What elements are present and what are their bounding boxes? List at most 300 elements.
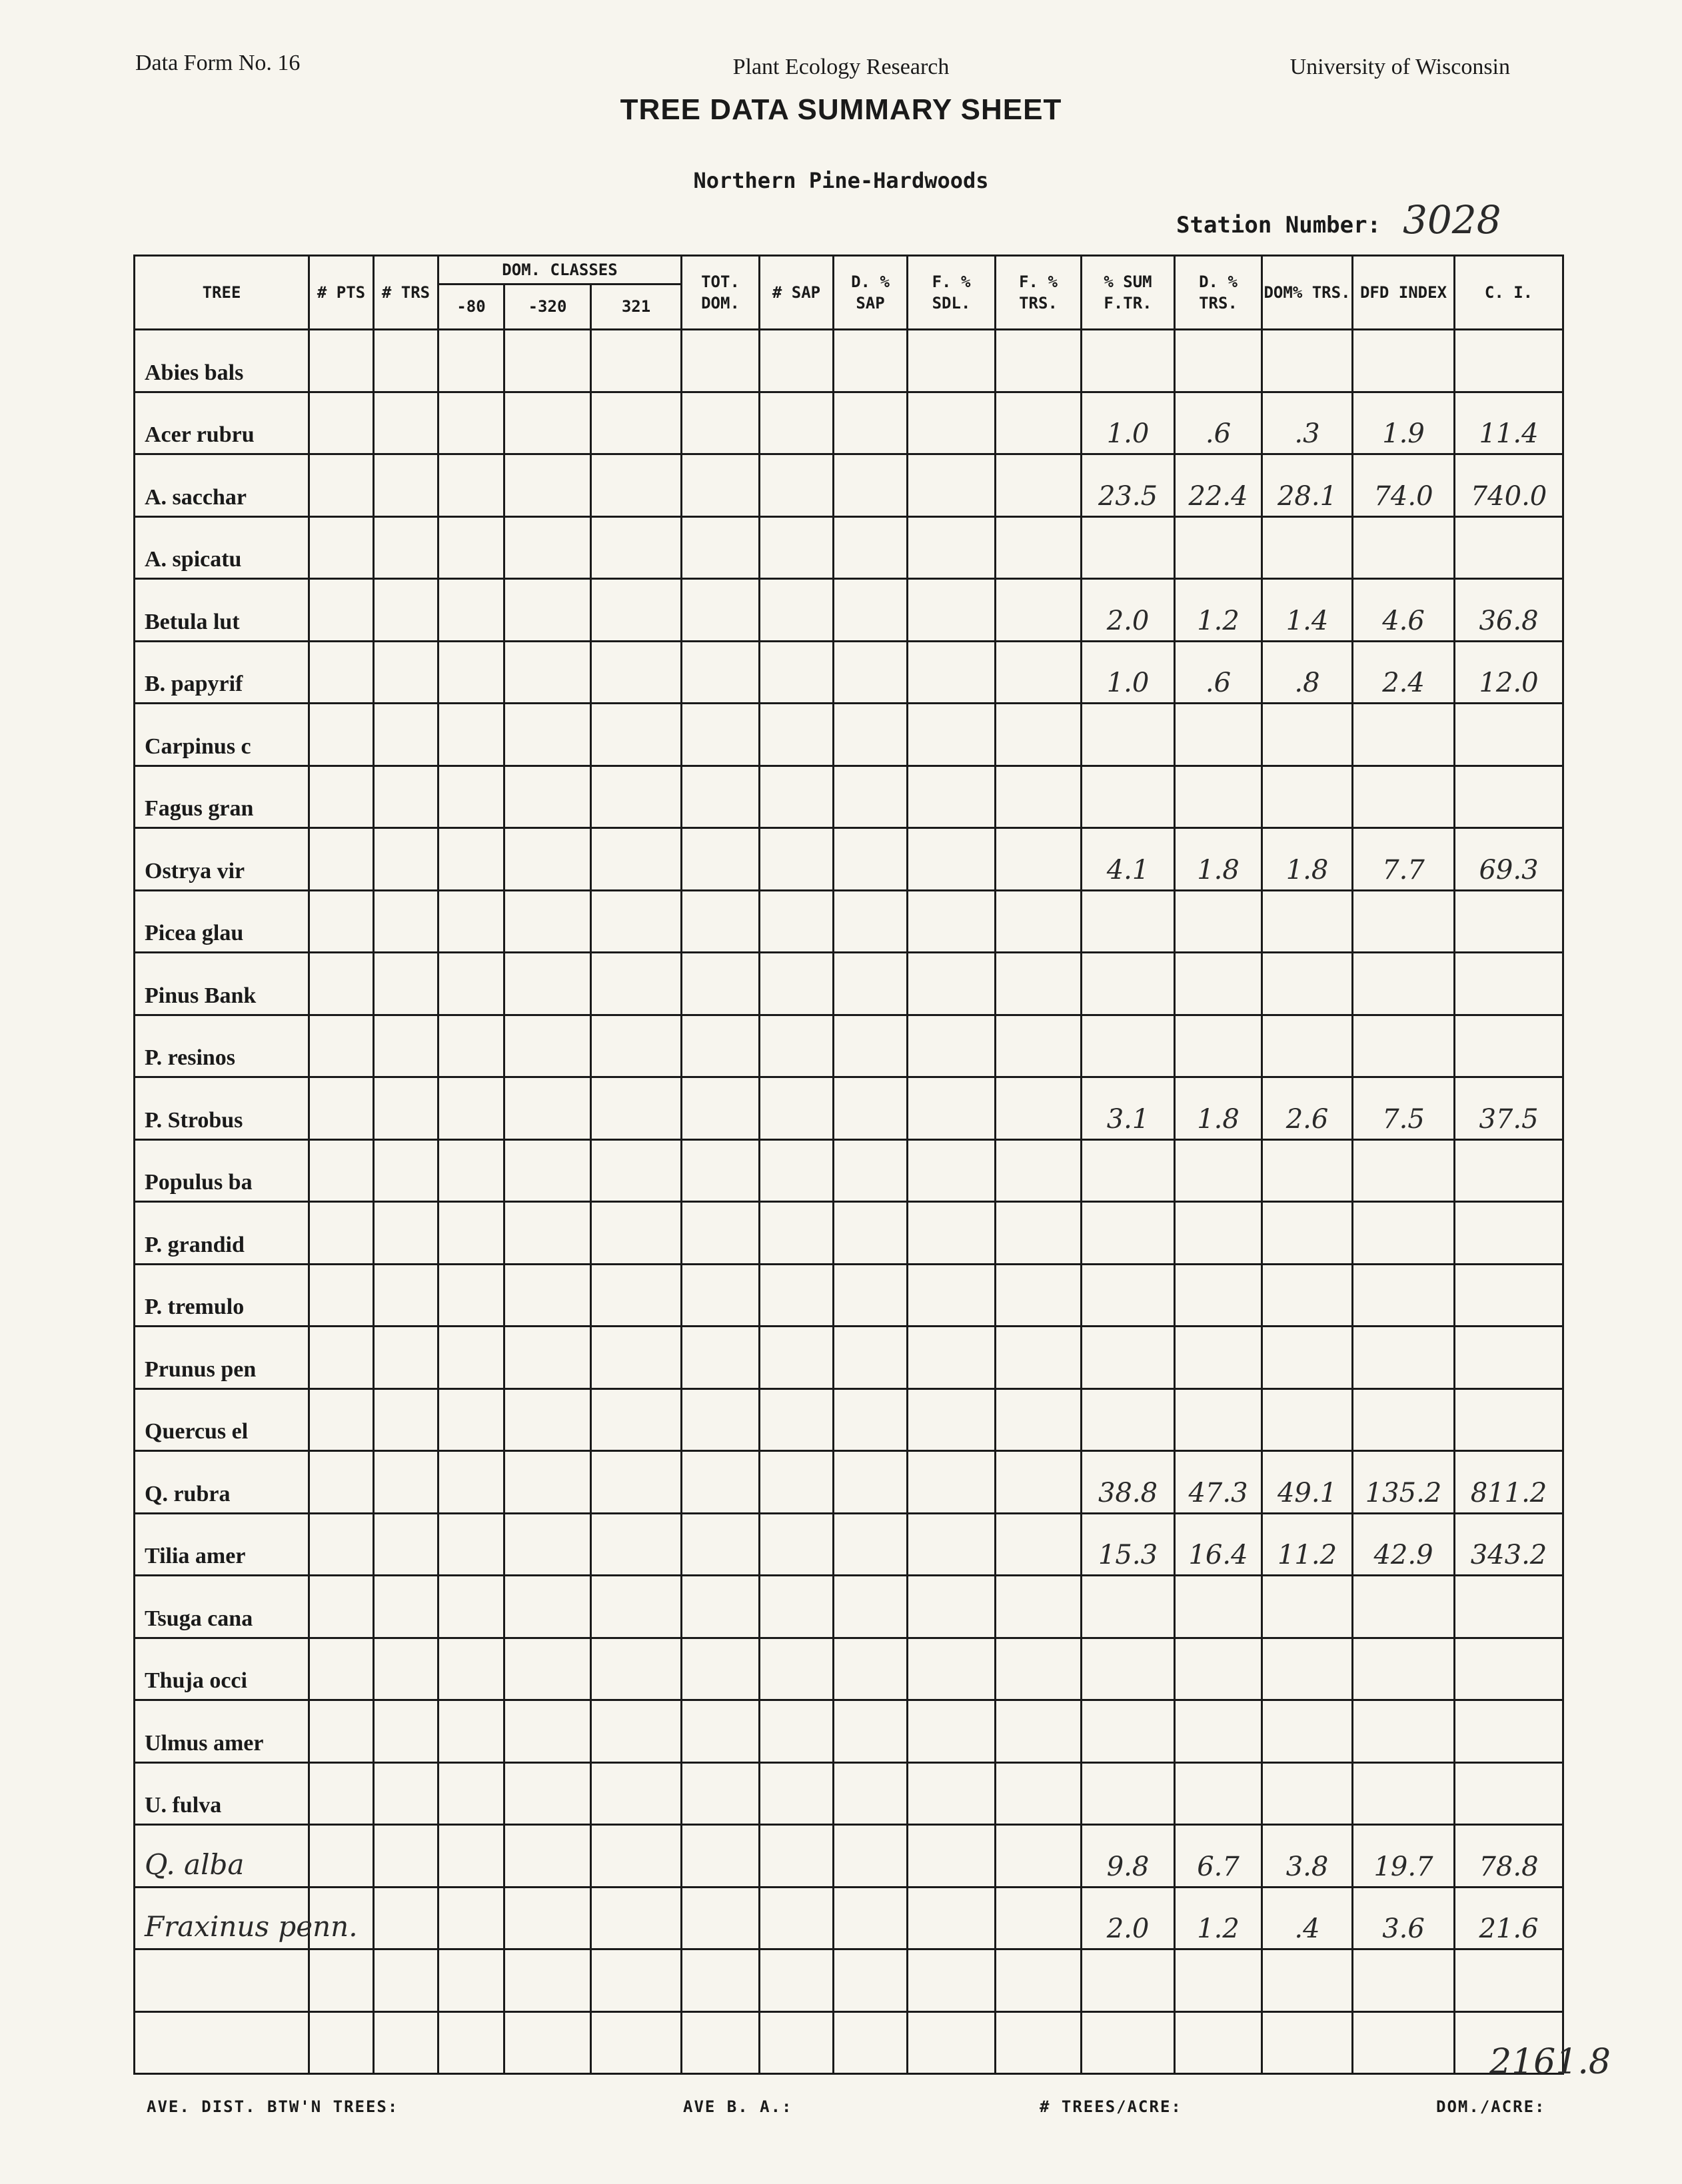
blank-cell	[682, 1825, 760, 1888]
tree-data-table	[133, 255, 1564, 2075]
dom-trs-cell	[1262, 953, 1353, 1015]
blank-cell	[591, 1762, 682, 1825]
blank-cell	[834, 641, 908, 704]
tree-name: B. papyrif	[135, 641, 309, 704]
blank-cell	[834, 1202, 908, 1265]
blank-cell	[760, 1451, 834, 1514]
ci-cell: 11.4	[1455, 392, 1563, 454]
blank-cell	[438, 1949, 504, 2012]
blank-cell	[374, 1576, 438, 1638]
blank-cell	[760, 1576, 834, 1638]
blank-cell	[309, 641, 374, 704]
blank-cell	[591, 579, 682, 642]
d-trs-cell	[1175, 1388, 1262, 1451]
blank-cell	[908, 704, 996, 766]
col-dfd-index: DFD INDEX	[1353, 256, 1455, 330]
dfd-index-cell	[1353, 1949, 1455, 2012]
blank-cell	[760, 1327, 834, 1389]
blank-cell	[591, 516, 682, 579]
table-row	[135, 392, 1563, 454]
d-trs-cell: 1.8	[1175, 1077, 1262, 1140]
blank-cell	[374, 1513, 438, 1576]
blank-cell	[996, 1825, 1082, 1888]
blank-cell	[834, 890, 908, 953]
sum-ftr-cell	[1082, 704, 1175, 766]
tree-name: Ostrya vir	[135, 828, 309, 891]
col-dom-80: -80	[438, 284, 504, 330]
blank-cell	[309, 1949, 374, 2012]
blank-cell	[760, 516, 834, 579]
dom-trs-cell: 2.6	[1262, 1077, 1353, 1140]
blank-cell	[682, 1451, 760, 1514]
blank-cell	[591, 1077, 682, 1140]
blank-cell	[996, 1015, 1082, 1077]
blank-cell	[996, 1762, 1082, 1825]
blank-cell	[504, 1264, 591, 1327]
blank-cell	[682, 704, 760, 766]
blank-cell	[908, 1077, 996, 1140]
dom-trs-cell: 1.8	[1262, 828, 1353, 891]
blank-cell	[309, 1327, 374, 1389]
blank-cell	[374, 1264, 438, 1327]
blank-cell	[682, 1388, 760, 1451]
tree-name: Acer rubru	[135, 392, 309, 454]
ci-cell: 69.3	[1455, 828, 1563, 891]
blank-cell	[996, 1576, 1082, 1638]
table-row	[135, 454, 1563, 517]
col-tree: TREE	[135, 256, 309, 330]
dfd-index-cell: 42.9	[1353, 1513, 1455, 1576]
blank-cell	[591, 454, 682, 517]
blank-cell	[504, 1825, 591, 1888]
table-row	[135, 579, 1563, 642]
d-trs-cell: 16.4	[1175, 1513, 1262, 1576]
sum-ftr-cell: 38.8	[1082, 1451, 1175, 1514]
ci-cell: 12.0	[1455, 641, 1563, 704]
blank-cell	[309, 1700, 374, 1763]
blank-cell	[374, 1139, 438, 1202]
sum-ftr-cell	[1082, 2011, 1175, 2074]
ci-cell	[1455, 1139, 1563, 1202]
blank-cell	[309, 828, 374, 891]
blank-cell	[504, 1762, 591, 1825]
blank-cell	[996, 890, 1082, 953]
blank-cell	[908, 454, 996, 517]
blank-cell	[438, 579, 504, 642]
blank-cell	[591, 1513, 682, 1576]
blank-cell	[834, 1700, 908, 1763]
table-row	[135, 2011, 1563, 2074]
blank-cell	[374, 579, 438, 642]
blank-cell	[309, 953, 374, 1015]
blank-cell	[374, 1700, 438, 1763]
tree-name: Tilia amer	[135, 1513, 309, 1576]
table-row	[135, 1139, 1563, 1202]
blank-cell	[374, 1949, 438, 2012]
blank-cell	[682, 454, 760, 517]
dom-trs-cell	[1262, 766, 1353, 828]
blank-cell	[591, 1264, 682, 1327]
blank-cell	[438, 1700, 504, 1763]
blank-cell	[996, 641, 1082, 704]
d-trs-cell	[1175, 516, 1262, 579]
blank-cell	[309, 1825, 374, 1888]
sum-ftr-cell	[1082, 953, 1175, 1015]
blank-cell	[504, 1451, 591, 1514]
blank-cell	[908, 953, 996, 1015]
blank-cell	[591, 2011, 682, 2074]
blank-cell	[996, 1202, 1082, 1265]
footer-ave-dist: AVE. DIST. BTW'N TREES:	[147, 2097, 399, 2116]
dfd-index-cell	[1353, 1139, 1455, 1202]
tree-name: Populus ba	[135, 1139, 309, 1202]
blank-cell	[438, 1264, 504, 1327]
d-trs-cell	[1175, 1015, 1262, 1077]
blank-cell	[438, 1388, 504, 1451]
col-sum-ftr: % SUM F.TR.	[1082, 256, 1175, 330]
blank-cell	[908, 579, 996, 642]
ci-cell	[1455, 1264, 1563, 1327]
blank-cell	[591, 1202, 682, 1265]
blank-cell	[309, 704, 374, 766]
blank-cell	[504, 766, 591, 828]
blank-cell	[438, 330, 504, 392]
blank-cell	[438, 1762, 504, 1825]
blank-cell	[834, 1825, 908, 1888]
blank-cell	[374, 704, 438, 766]
sum-ftr-cell: 4.1	[1082, 828, 1175, 891]
tree-name: Q. alba	[135, 1825, 309, 1888]
station-label: Station Number:	[1176, 212, 1381, 239]
blank-cell	[996, 766, 1082, 828]
blank-cell	[834, 516, 908, 579]
sum-ftr-cell	[1082, 1139, 1175, 1202]
dom-trs-cell	[1262, 1388, 1353, 1451]
blank-cell	[504, 1576, 591, 1638]
dfd-index-cell	[1353, 890, 1455, 953]
blank-cell	[908, 828, 996, 891]
blank-cell	[682, 330, 760, 392]
dom-trs-cell	[1262, 2011, 1353, 2074]
tree-name: Fagus gran	[135, 766, 309, 828]
blank-cell	[908, 1202, 996, 1265]
blank-cell	[834, 1638, 908, 1700]
table-row	[135, 953, 1563, 1015]
blank-cell	[682, 1700, 760, 1763]
table-row	[135, 1077, 1563, 1140]
dfd-index-cell	[1353, 953, 1455, 1015]
blank-cell	[591, 766, 682, 828]
blank-cell	[908, 890, 996, 953]
sum-ftr-cell	[1082, 1388, 1175, 1451]
sum-ftr-cell	[1082, 1638, 1175, 1700]
blank-cell	[760, 890, 834, 953]
sum-ftr-cell: 15.3	[1082, 1513, 1175, 1576]
blank-cell	[438, 1015, 504, 1077]
dfd-index-cell: 74.0	[1353, 454, 1455, 517]
sum-ftr-cell: 2.0	[1082, 1887, 1175, 1949]
d-trs-cell	[1175, 704, 1262, 766]
blank-cell	[908, 1264, 996, 1327]
table-body	[135, 330, 1563, 2074]
tree-name: P. resinos	[135, 1015, 309, 1077]
blank-cell	[438, 1576, 504, 1638]
dfd-index-cell	[1353, 1327, 1455, 1389]
blank-cell	[438, 1638, 504, 1700]
blank-cell	[591, 1700, 682, 1763]
col-pts: # PTS	[309, 256, 374, 330]
ci-cell: 36.8	[1455, 579, 1563, 642]
tree-name: Thuja occi	[135, 1638, 309, 1700]
blank-cell	[996, 1077, 1082, 1140]
blank-cell	[374, 392, 438, 454]
ci-cell	[1455, 953, 1563, 1015]
ci-cell	[1455, 1015, 1563, 1077]
table-row	[135, 1388, 1563, 1451]
blank-cell	[760, 1139, 834, 1202]
sum-ftr-cell	[1082, 330, 1175, 392]
dom-trs-cell	[1262, 1139, 1353, 1202]
blank-cell	[996, 516, 1082, 579]
blank-cell	[682, 1887, 760, 1949]
blank-cell	[834, 1077, 908, 1140]
blank-cell	[682, 890, 760, 953]
blank-cell	[682, 766, 760, 828]
d-trs-cell: 47.3	[1175, 1451, 1262, 1514]
blank-cell	[908, 1451, 996, 1514]
table-row	[135, 1513, 1563, 1576]
d-trs-cell	[1175, 1949, 1262, 2012]
tree-name: Quercus el	[135, 1388, 309, 1451]
d-trs-cell	[1175, 1202, 1262, 1265]
blank-cell	[760, 330, 834, 392]
blank-cell	[504, 2011, 591, 2074]
blank-cell	[682, 1576, 760, 1638]
d-trs-cell	[1175, 953, 1262, 1015]
blank-cell	[996, 1327, 1082, 1389]
blank-cell	[309, 516, 374, 579]
blank-cell	[996, 1638, 1082, 1700]
dom-trs-cell: 11.2	[1262, 1513, 1353, 1576]
dom-trs-cell	[1262, 1202, 1353, 1265]
blank-cell	[834, 1139, 908, 1202]
tree-name: Fraxinus penn.	[135, 1887, 309, 1949]
sum-ftr-cell	[1082, 1015, 1175, 1077]
blank-cell	[504, 1202, 591, 1265]
dom-trs-cell: 28.1	[1262, 454, 1353, 517]
tree-name: Abies bals	[135, 330, 309, 392]
sum-ftr-cell: 1.0	[1082, 641, 1175, 704]
blank-cell	[908, 1638, 996, 1700]
ci-cell	[1455, 1700, 1563, 1763]
blank-cell	[682, 1264, 760, 1327]
table-row	[135, 1202, 1563, 1265]
dfd-index-cell: 2.4	[1353, 641, 1455, 704]
blank-cell	[309, 1388, 374, 1451]
dom-trs-cell	[1262, 704, 1353, 766]
d-trs-cell	[1175, 1638, 1262, 1700]
blank-cell	[438, 1451, 504, 1514]
tree-name: U. fulva	[135, 1762, 309, 1825]
blank-cell	[591, 1887, 682, 1949]
dfd-index-cell	[1353, 330, 1455, 392]
blank-cell	[996, 1451, 1082, 1514]
blank-cell	[760, 828, 834, 891]
sum-ftr-cell	[1082, 1327, 1175, 1389]
blank-cell	[438, 641, 504, 704]
table-row	[135, 1327, 1563, 1389]
blank-cell	[996, 1513, 1082, 1576]
blank-cell	[504, 1327, 591, 1389]
blank-cell	[682, 2011, 760, 2074]
blank-cell	[760, 1513, 834, 1576]
blank-cell	[908, 392, 996, 454]
blank-cell	[438, 704, 504, 766]
dfd-index-cell	[1353, 1700, 1455, 1763]
blank-cell	[908, 516, 996, 579]
dom-trs-cell	[1262, 1327, 1353, 1389]
dom-trs-cell	[1262, 330, 1353, 392]
blank-cell	[309, 1451, 374, 1514]
blank-cell	[374, 1327, 438, 1389]
blank-cell	[438, 2011, 504, 2074]
blank-cell	[504, 1638, 591, 1700]
blank-cell	[504, 1700, 591, 1763]
blank-cell	[309, 1513, 374, 1576]
blank-cell	[996, 1887, 1082, 1949]
tree-name: A. spicatu	[135, 516, 309, 579]
blank-cell	[438, 392, 504, 454]
blank-cell	[996, 330, 1082, 392]
blank-cell	[760, 766, 834, 828]
blank-cell	[834, 1015, 908, 1077]
col-dom-321: 321	[591, 284, 682, 330]
dfd-index-cell	[1353, 2011, 1455, 2074]
blank-cell	[760, 1202, 834, 1265]
blank-cell	[504, 1139, 591, 1202]
table-row	[135, 641, 1563, 704]
blank-cell	[438, 454, 504, 517]
ci-cell	[1455, 1762, 1563, 1825]
blank-cell	[504, 641, 591, 704]
blank-cell	[908, 766, 996, 828]
dfd-index-cell	[1353, 1576, 1455, 1638]
blank-cell	[438, 1077, 504, 1140]
blank-cell	[760, 1015, 834, 1077]
blank-cell	[682, 641, 760, 704]
ci-cell	[1455, 890, 1563, 953]
blank-cell	[834, 1451, 908, 1514]
blank-cell	[996, 2011, 1082, 2074]
table-row	[135, 1451, 1563, 1514]
footer-trees-acre: # TREES/ACRE:	[1040, 2097, 1182, 2116]
blank-cell	[374, 2011, 438, 2074]
ci-cell	[1455, 330, 1563, 392]
dfd-index-cell	[1353, 1202, 1455, 1265]
blank-cell	[760, 579, 834, 642]
d-trs-cell	[1175, 1700, 1262, 1763]
table-row	[135, 890, 1563, 953]
dfd-index-cell: 4.6	[1353, 579, 1455, 642]
table-row	[135, 1638, 1563, 1700]
blank-cell	[908, 1700, 996, 1763]
dfd-index-cell	[1353, 704, 1455, 766]
blank-cell	[309, 1077, 374, 1140]
sum-ftr-cell: 9.8	[1082, 1825, 1175, 1888]
d-trs-cell	[1175, 1576, 1262, 1638]
blank-cell	[309, 2011, 374, 2074]
blank-cell	[760, 1388, 834, 1451]
footer-ave-ba: AVE B. A.:	[683, 2097, 793, 2116]
d-trs-cell	[1175, 890, 1262, 953]
blank-cell	[760, 1762, 834, 1825]
blank-cell	[591, 704, 682, 766]
blank-cell	[760, 392, 834, 454]
ci-cell: 21.6	[1455, 1887, 1563, 1949]
dfd-index-cell	[1353, 1638, 1455, 1700]
blank-cell	[760, 1825, 834, 1888]
ci-cell	[1455, 1327, 1563, 1389]
blank-cell	[438, 1327, 504, 1389]
sum-ftr-cell: 2.0	[1082, 579, 1175, 642]
d-trs-cell: .6	[1175, 641, 1262, 704]
blank-cell	[591, 1327, 682, 1389]
d-trs-cell: 6.7	[1175, 1825, 1262, 1888]
tree-name: Tsuga cana	[135, 1576, 309, 1638]
blank-cell	[834, 1264, 908, 1327]
table-row	[135, 1015, 1563, 1077]
blank-cell	[374, 330, 438, 392]
blank-cell	[834, 766, 908, 828]
blank-cell	[682, 1139, 760, 1202]
blank-cell	[438, 890, 504, 953]
ci-cell	[1455, 766, 1563, 828]
blank-cell	[591, 1638, 682, 1700]
blank-cell	[504, 1513, 591, 1576]
blank-cell	[591, 1949, 682, 2012]
blank-cell	[591, 1388, 682, 1451]
blank-cell	[834, 828, 908, 891]
tree-name: P. tremulo	[135, 1264, 309, 1327]
blank-cell	[834, 1949, 908, 2012]
blank-cell	[834, 392, 908, 454]
blank-cell	[309, 766, 374, 828]
table-row	[135, 1825, 1563, 1888]
col-dom-320: -320	[504, 284, 591, 330]
blank-cell	[309, 1202, 374, 1265]
d-trs-cell	[1175, 1762, 1262, 1825]
blank-cell	[834, 1327, 908, 1389]
blank-cell	[591, 1451, 682, 1514]
total-note: 2161.8	[1489, 2042, 1611, 2082]
table-row	[135, 1949, 1563, 2012]
blank-cell	[834, 704, 908, 766]
blank-cell	[908, 1327, 996, 1389]
blank-cell	[760, 1638, 834, 1700]
blank-cell	[504, 704, 591, 766]
blank-cell	[504, 828, 591, 891]
forest-type: Northern Pine-Hardwoods	[693, 168, 989, 193]
form-number: Data Form No. 16	[135, 51, 301, 75]
blank-cell	[591, 828, 682, 891]
blank-cell	[834, 1576, 908, 1638]
blank-cell	[996, 828, 1082, 891]
blank-cell	[591, 953, 682, 1015]
sum-ftr-cell	[1082, 1949, 1175, 2012]
blank-cell	[438, 1202, 504, 1265]
blank-cell	[908, 1513, 996, 1576]
col-ci: C. I.	[1455, 256, 1563, 330]
